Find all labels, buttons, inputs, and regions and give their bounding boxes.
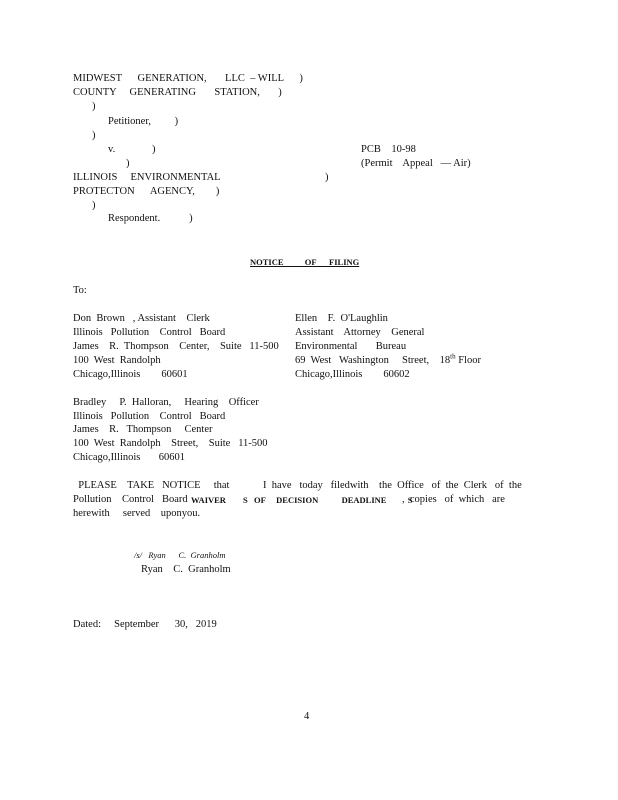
- recipient-name: Don Brown , Assistant Clerk: [73, 313, 210, 324]
- case-number: PCB 10-98: [361, 144, 416, 155]
- caption-respondent-line1: ILLINOIS ENVIRONMENTAL: [73, 172, 221, 183]
- recipient-city: Chicago,Illinois 60601: [73, 369, 188, 380]
- recipient-address: 100 West Randolph Street, Suite 11-500: [73, 438, 268, 449]
- appeal-type: (Permit Appeal — Air): [361, 158, 471, 169]
- e-signature: /s/ Ryan C. Granholm: [134, 550, 226, 560]
- recipient-org: Assistant Attorney General: [295, 327, 425, 338]
- caption-paren: ): [92, 200, 96, 211]
- filing-title: WAIVER S OF DECISION DEADLINE S: [191, 495, 413, 505]
- caption-paren: ): [92, 101, 96, 112]
- recipient-org: Environmental Bureau: [295, 341, 407, 352]
- recipient-address: James R. Thompson Center, Suite 11-500: [73, 341, 279, 352]
- body-text: Pollution Control Board: [73, 494, 188, 505]
- caption-petitioner-line2: COUNTY GENERATING STATION, ): [73, 87, 282, 98]
- caption-petitioner-line1: MIDWEST GENERATION, LLC – WILL ): [73, 73, 303, 84]
- recipient-name: Ellen F. O'Laughlin: [295, 313, 388, 324]
- caption-paren: ): [92, 130, 96, 141]
- body-text: , copies of which are: [402, 494, 505, 505]
- caption-versus: v. ): [108, 144, 156, 155]
- recipient-address: 69 West Washington Street, 18th Floor: [295, 352, 481, 366]
- to-label: To:: [73, 285, 87, 296]
- caption-petitioner-label: Petitioner, ): [108, 116, 179, 127]
- caption-paren: ): [325, 172, 329, 183]
- notice-title: NOTICE OF FILING: [250, 257, 360, 267]
- recipient-org: Illinois Pollution Control Board: [73, 411, 226, 422]
- body-text: herewith served uponyou.: [73, 508, 201, 519]
- recipient-address: James R. Thompson Center: [73, 424, 213, 435]
- recipient-org: Illinois Pollution Control Board: [73, 327, 226, 338]
- caption-respondent-label: Respondent. ): [108, 213, 193, 224]
- signatory-name: Ryan C. Granholm: [141, 564, 231, 575]
- recipient-name: Bradley P. Halloran, Hearing Officer: [73, 397, 259, 408]
- body-text: PLEASE TAKE NOTICE that: [73, 480, 230, 491]
- recipient-city: Chicago,Illinois 60601: [73, 452, 185, 463]
- caption-paren: ): [126, 158, 130, 169]
- body-text: I have today filedwith the Office of the Clerk of the: [263, 480, 522, 491]
- recipient-address: 100 West Randolph: [73, 355, 161, 366]
- page-number: 4: [304, 711, 310, 722]
- dated-line: Dated: September 30, 2019: [73, 619, 217, 630]
- caption-respondent-line2: PROTECTON AGENCY, ): [73, 186, 220, 197]
- recipient-city: Chicago,Illinois 60602: [295, 369, 410, 380]
